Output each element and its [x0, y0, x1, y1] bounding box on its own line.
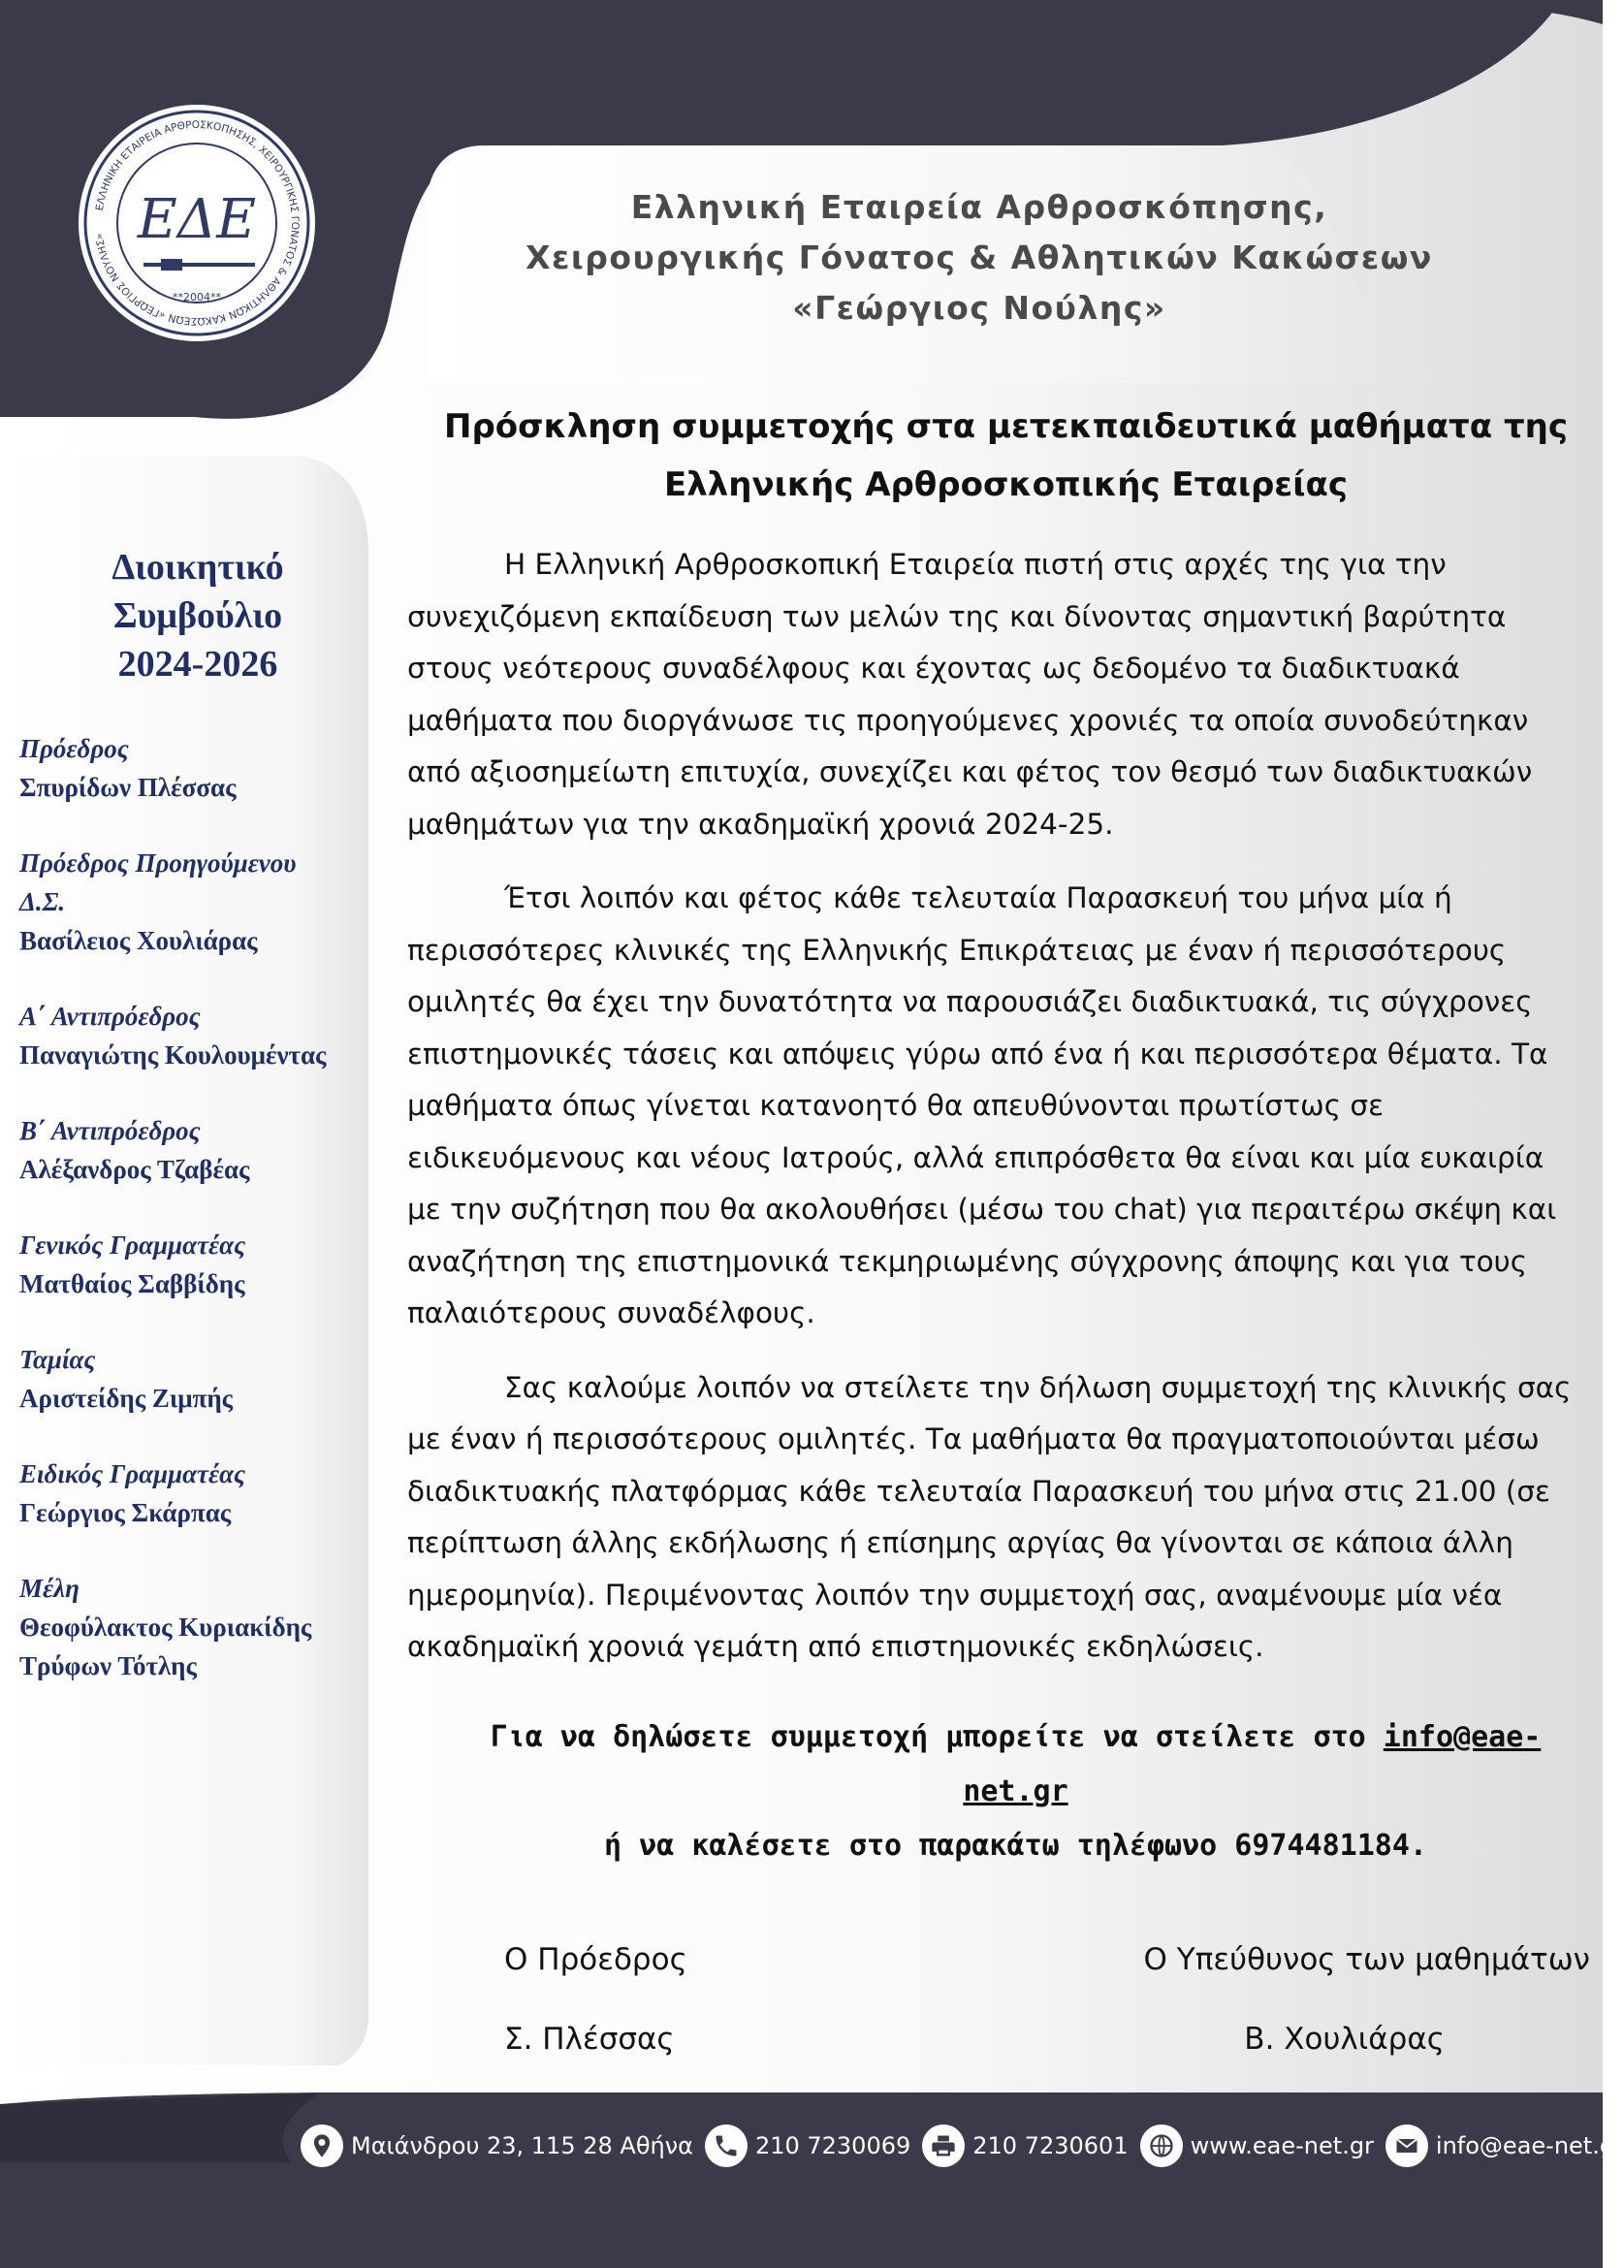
board-member	[19, 997, 378, 1074]
board-role: Πρόεδρος Προηγούμενου	[19, 848, 297, 878]
letter-paragraph: Η Ελληνική Αρθροσκοπική Εταιρεία πιστή στις αρχές της για την συνεχιζόμενη εκπαίδευση των μελών της και δίνοντας σημαντική βαρύτητα στους νεότερους συναδέλφους και έχοντας ως δεδομένο τα διαδικτυακά μαθήματα που διοργάνωσε τις προηγούμενες χρονιές τα οποία συνοδεύτηκαν από αξιοσημείωτη επιτυχία, συνεχίζει και φέτος τον θεσμό των διαδικτυακών μαθημάτων για την ακαδημαϊκή χρονιά 2024-25.	[407, 548, 1533, 841]
board-title: Διοικητικό Συμβούλιο 2024-2026	[111, 547, 284, 685]
footer-email	[1385, 2124, 1624, 2167]
footer-website-link[interactable]: www.eae-net.gr	[1190, 2132, 1374, 2159]
letter-headline: Πρόσκληση συμμετοχής στα μετεκπαιδευτικά μαθήματα της Ελληνικής Αρθροσκοπικής Εταιρείας	[443, 407, 1569, 504]
board-role: Μέλη	[19, 1574, 80, 1603]
cta-text: Για να δηλώσετε συμμετοχή μπορείτε να στείλετε στο	[490, 1719, 1384, 1754]
logo-letters: ΕΔΕ	[137, 188, 257, 251]
board-member-name: Θεοφύλακτος Κυριακίδης	[19, 1613, 312, 1642]
logo-seal	[76, 102, 318, 344]
signatures	[504, 1920, 1590, 2075]
signature-name: Σ. Πλέσσας	[504, 2022, 675, 2057]
footer-fax	[922, 2124, 1128, 2167]
envelope-icon	[1385, 2124, 1428, 2167]
board-role: Ταμίας	[19, 1345, 96, 1374]
board-member	[19, 1340, 378, 1418]
footer-address-text: Μαιάνδρου 23, 115 28 Αθήνα	[351, 2132, 693, 2159]
board-member	[19, 1111, 378, 1189]
board-member	[19, 1226, 378, 1303]
board-role: Β΄ Αντιπρόεδρος	[19, 1116, 201, 1145]
board-member-name: Γεώργιος Σκάρπας	[19, 1498, 232, 1527]
footer-email-link[interactable]: info@eae-net.gr	[1435, 2132, 1624, 2159]
phone-icon	[705, 2124, 748, 2167]
letter-paragraph: Σας καλούμε λοιπόν να στείλετε την δήλωση συμμετοχή της κλινικής σας με έναν ή περισσότερους ομιλητές. Τα μαθήματα θα πραγματοποιούνται μέσω διαδικτυακής πλατφόρμας κάθε τελευταία Παρασκευή του μήνα στις 21.00 (σε περίπτωση άλλης εκδήλωσης ή επίσημης αργίας θα γίνονται σε κάποια άλλη ημερομηνία). Περιμένοντας λοιπόν την συμμετοχή σας, αναμένουμε μία νέα ακαδημαϊκή χρονιά γεμάτη από επιστημονικές εκδηλώσεις.	[407, 1370, 1572, 1663]
logo-ring-text: ΕΛΛΗΝΙΚΗ ΕΤΑΙΡΕΙΑ ΑΡΘΡΟΣΚΟΠΗΣΗΣ, ΧΕΙΡΟΥΡΓΙΚΗΣ ΓΟΝΑΤΟΣ & ΑΘΛΗΤΙΚΩΝ ΚΑΚΩΣΕΩΝ «ΓΕΩΡΓΙΟΣ ΝΟΥΛΗΣ»	[93, 118, 302, 328]
board-member	[19, 844, 378, 960]
footer-phone-text[interactable]: 210 7230069	[754, 2132, 911, 2159]
footer-contact-bar	[301, 2124, 1624, 2168]
footer-website	[1140, 2124, 1374, 2167]
board-member-name: Παναγιώτης Κουλουμέντας	[19, 1040, 327, 1070]
signature-course-director	[1144, 1920, 1590, 2079]
footer-fax-text: 210 7230601	[972, 2132, 1129, 2159]
board-role-continued: Δ.Σ.	[19, 887, 66, 916]
call-to-action	[446, 1710, 1585, 1873]
organization-name-line-1: Ελληνική Εταιρεία Αρθροσκόπησης,	[630, 188, 1328, 226]
board-role: Α΄ Αντιπρόεδρος	[19, 1002, 201, 1031]
signature-title: Ο Πρόεδρος	[504, 1942, 687, 1977]
board-member-name: Σπυρίδων Πλέσσας	[19, 773, 237, 802]
logo-year: **2004**	[173, 291, 221, 303]
board-member-name: Ματθαίος Σαββίδης	[19, 1269, 245, 1298]
signature-president	[504, 1920, 687, 2079]
board-role: Ειδικός Γραμματέας	[19, 1459, 246, 1488]
footer-phone	[705, 2124, 910, 2167]
board-role: Γενικός Γραμματέας	[19, 1230, 246, 1260]
board-member	[19, 1569, 378, 1685]
board-member	[19, 729, 378, 807]
signature-name: Β. Χουλιάρας	[1244, 2022, 1445, 2057]
board-sidebar	[19, 543, 378, 1722]
footer-address	[301, 2124, 693, 2167]
board-role: Πρόεδρος	[19, 734, 129, 763]
fax-icon	[922, 2124, 965, 2167]
board-member-name: Αλέξανδρος Τζαβέας	[19, 1155, 250, 1184]
board-member-name: Βασίλειος Χουλιάρας	[19, 926, 258, 955]
board-member-name: Τρύφων Τότλης	[19, 1651, 197, 1680]
letter-paragraph: Έτσι λοιπόν και φέτος κάθε τελευταία Παρασκευή του μήνα μία ή περισσότερες κλινικές της Ελληνικής Επικράτειας με έναν ή περισσότερους ομιλητές θα έχει την δυνατότητα να παρουσιάζει διαδικτυακά, τις σύγχρονες επιστημονικές τάσεις και απόψεις γύρω από ένα ή και περισσότερα θέματα. Τα μαθήματα όπως γίνεται κατανοητό θα απευθύνονται πρωτίστως σε ειδικευόμενους και νέους Ιατρούς, αλλά επιπρόσθετα θα είναι και μία ευκαιρία με την συζήτηση που θα ακολουθήσει (μέσω του chat) για περαιτέρω σκέψη και αναζήτηση της επιστημονικά τεκμηριωμένης σύγχρονης άποψης και για τους παλαιότερους συναδέλφους.	[407, 881, 1557, 1329]
organization-name-line-3: «Γεώργιος Νούλης»	[792, 289, 1166, 327]
board-member-name: Αριστείδης Ζιμπής	[19, 1384, 234, 1413]
letter-body	[407, 398, 1585, 1873]
globe-icon	[1140, 2124, 1183, 2167]
cta-email-link[interactable]: info@eae-net.gr	[963, 1719, 1542, 1808]
board-member	[19, 1454, 378, 1532]
signature-title: Ο Υπεύθυνος των μαθημάτων	[1143, 1942, 1590, 1977]
location-pin-icon	[301, 2124, 343, 2167]
organization-name-line-2: Χειρουργικής Γόνατος & Αθλητικών Κακώσεων	[525, 239, 1433, 276]
organization-name	[504, 182, 1454, 334]
cta-phone-text: ή να καλέσετε στο παρακάτω τηλέφωνο 6974481184.	[604, 1828, 1427, 1863]
board-list	[19, 729, 378, 1685]
